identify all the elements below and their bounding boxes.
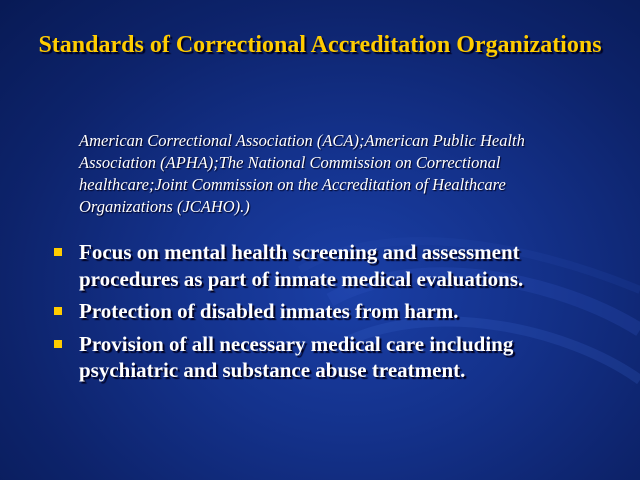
bullet-item (50, 331, 570, 384)
bullet-item (50, 239, 570, 292)
square-bullet-icon (54, 307, 62, 315)
square-bullet-icon (54, 340, 62, 348)
square-bullet-icon (54, 248, 62, 256)
bullet-list (50, 239, 570, 390)
slide-subtitle: American Correctional Association (ACA);American Public Health Association (APHA);The National Commission on Correctional healthcare;Joint Commission on the Accreditation of Healthcare Organizations (JCAHO).) (79, 131, 525, 216)
slide-title: Standards of Correctional Accreditation Organizations (38, 32, 602, 58)
bullet-text: Focus on mental health screening and assessment procedures as part of inmate medical evaluations. (79, 240, 524, 291)
bullet-text: Protection of disabled inmates from harm. (79, 299, 459, 323)
bullet-text: Provision of all necessary medical care including psychiatric and substance abuse treatment. (79, 331, 514, 382)
bullet-item (50, 298, 570, 325)
